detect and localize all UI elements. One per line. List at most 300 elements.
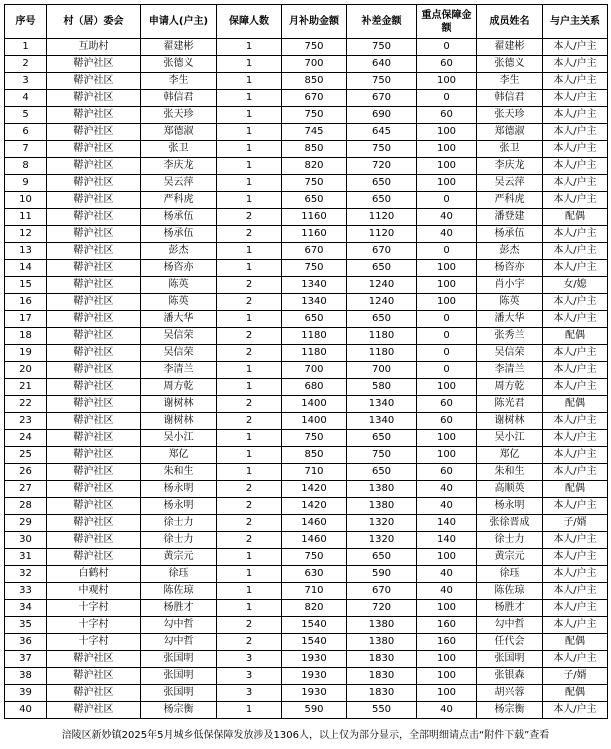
table-row (5, 56, 608, 73)
table-row (5, 498, 608, 515)
cell-monthly-amount: 750 (282, 430, 347, 447)
cell-monthly-amount: 1160 (282, 209, 347, 226)
cell-relation: 配偶 (543, 209, 608, 226)
cell-applicant: 张卫 (141, 141, 217, 158)
cell-village: 鞯沪社区 (47, 464, 141, 481)
cell-applicant: 翟建彬 (141, 39, 217, 56)
cell-applicant: 杨承伍 (141, 209, 217, 226)
header-difference-amount: 补差金额 (347, 5, 417, 39)
cell-key-amount: 40 (417, 702, 477, 719)
cell-applicant: 张国明 (141, 668, 217, 685)
cell-monthly-amount: 820 (282, 600, 347, 617)
cell-village: 鞯沪社区 (47, 481, 141, 498)
cell-member-name: 吴信荣 (477, 345, 543, 362)
cell-key-amount: 100 (417, 141, 477, 158)
cell-member-name: 张天珍 (477, 107, 543, 124)
cell-member-name: 彭杰 (477, 243, 543, 260)
cell-member-name: 陈光君 (477, 396, 543, 413)
cell-difference-amount: 550 (347, 702, 417, 719)
cell-difference-amount: 1380 (347, 498, 417, 515)
cell-applicant: 吴小江 (141, 430, 217, 447)
cell-relation: 本人/户主 (543, 311, 608, 328)
cell-member-name: 勾中哲 (477, 617, 543, 634)
cell-people-count: 2 (217, 226, 282, 243)
cell-people-count: 2 (217, 209, 282, 226)
cell-difference-amount: 1240 (347, 277, 417, 294)
cell-member-name: 张国明 (477, 651, 543, 668)
cell-difference-amount: 690 (347, 107, 417, 124)
cell-monthly-amount: 1540 (282, 617, 347, 634)
table-row (5, 396, 608, 413)
cell-member-name: 郑亿 (477, 447, 543, 464)
cell-applicant: 杨承伍 (141, 226, 217, 243)
cell-people-count: 1 (217, 549, 282, 566)
cell-index: 12 (5, 226, 47, 243)
cell-people-count: 1 (217, 141, 282, 158)
cell-member-name: 徐士力 (477, 532, 543, 549)
cell-difference-amount: 650 (347, 430, 417, 447)
cell-applicant: 杨胜才 (141, 600, 217, 617)
cell-people-count: 1 (217, 56, 282, 73)
header-member-name: 成员姓名 (477, 5, 543, 39)
cell-key-amount: 60 (417, 413, 477, 430)
footnote: 涪陵区新妙镇2025年5月城乡低保保障发放涉及1306人，以上仅为部分显示，全部明细请点击“附件下载”查看 (61, 730, 550, 741)
cell-difference-amount: 650 (347, 175, 417, 192)
cell-monthly-amount: 700 (282, 56, 347, 73)
cell-monthly-amount: 680 (282, 379, 347, 396)
table-row (5, 39, 608, 56)
cell-people-count: 1 (217, 583, 282, 600)
cell-monthly-amount: 1540 (282, 634, 347, 651)
cell-people-count: 1 (217, 379, 282, 396)
cell-monthly-amount: 750 (282, 260, 347, 277)
cell-difference-amount: 670 (347, 243, 417, 260)
cell-monthly-amount: 590 (282, 702, 347, 719)
cell-index: 30 (5, 532, 47, 549)
cell-applicant: 郑亿 (141, 447, 217, 464)
cell-difference-amount: 750 (347, 73, 417, 90)
cell-village: 鞯沪社区 (47, 277, 141, 294)
cell-applicant: 张国明 (141, 685, 217, 702)
header-monthly-amount: 月补助金额 (282, 5, 347, 39)
cell-people-count: 1 (217, 124, 282, 141)
cell-applicant: 黄宗元 (141, 549, 217, 566)
cell-people-count: 1 (217, 158, 282, 175)
cell-member-name: 高顺英 (477, 481, 543, 498)
cell-people-count: 1 (217, 362, 282, 379)
table-row (5, 124, 608, 141)
cell-index: 29 (5, 515, 47, 532)
cell-key-amount: 60 (417, 107, 477, 124)
cell-difference-amount: 650 (347, 192, 417, 209)
table-row (5, 617, 608, 634)
cell-applicant: 李清兰 (141, 362, 217, 379)
table-header (5, 5, 608, 39)
cell-member-name: 严科虎 (477, 192, 543, 209)
header-index: 序号 (5, 5, 47, 39)
cell-member-name: 周方乾 (477, 379, 543, 396)
cell-key-amount: 100 (417, 668, 477, 685)
cell-key-amount: 40 (417, 498, 477, 515)
cell-index: 26 (5, 464, 47, 481)
cell-monthly-amount: 1340 (282, 277, 347, 294)
cell-index: 16 (5, 294, 47, 311)
table-row (5, 294, 608, 311)
cell-people-count: 1 (217, 175, 282, 192)
cell-key-amount: 0 (417, 39, 477, 56)
cell-monthly-amount: 1930 (282, 668, 347, 685)
cell-member-name: 吴云萍 (477, 175, 543, 192)
cell-relation: 本人/户主 (543, 651, 608, 668)
cell-monthly-amount: 1340 (282, 294, 347, 311)
cell-applicant: 杨永明 (141, 481, 217, 498)
cell-relation: 本人/户主 (543, 192, 608, 209)
table-row (5, 158, 608, 175)
cell-key-amount: 140 (417, 532, 477, 549)
table-row (5, 175, 608, 192)
cell-village: 十字村 (47, 617, 141, 634)
table-row (5, 141, 608, 158)
cell-difference-amount: 1180 (347, 345, 417, 362)
table-row (5, 311, 608, 328)
cell-member-name: 陈佐琼 (477, 583, 543, 600)
table-row (5, 685, 608, 702)
cell-member-name: 吴小江 (477, 430, 543, 447)
cell-difference-amount: 650 (347, 464, 417, 481)
cell-people-count: 1 (217, 702, 282, 719)
cell-relation: 本人/户主 (543, 532, 608, 549)
allowance-table (4, 4, 608, 719)
table-body (5, 39, 608, 719)
cell-index: 15 (5, 277, 47, 294)
cell-applicant: 张天珍 (141, 107, 217, 124)
cell-member-name: 黄宗元 (477, 549, 543, 566)
cell-member-name: 杨胜才 (477, 600, 543, 617)
cell-difference-amount: 1380 (347, 481, 417, 498)
cell-difference-amount: 1380 (347, 617, 417, 634)
cell-monthly-amount: 1930 (282, 651, 347, 668)
cell-member-name: 郑德淑 (477, 124, 543, 141)
cell-monthly-amount: 650 (282, 311, 347, 328)
cell-relation: 本人/户主 (543, 549, 608, 566)
cell-index: 21 (5, 379, 47, 396)
cell-village: 十字村 (47, 634, 141, 651)
cell-difference-amount: 670 (347, 90, 417, 107)
cell-village: 鞯沪社区 (47, 192, 141, 209)
cell-village: 鞯沪社区 (47, 243, 141, 260)
cell-difference-amount: 720 (347, 158, 417, 175)
cell-index: 18 (5, 328, 47, 345)
cell-people-count: 2 (217, 617, 282, 634)
cell-people-count: 1 (217, 260, 282, 277)
table-row (5, 668, 608, 685)
cell-monthly-amount: 1420 (282, 498, 347, 515)
cell-index: 24 (5, 430, 47, 447)
cell-village: 鞯沪社区 (47, 549, 141, 566)
cell-village: 鞯沪社区 (47, 260, 141, 277)
cell-applicant: 杨永明 (141, 498, 217, 515)
cell-applicant: 徐士力 (141, 515, 217, 532)
cell-index: 28 (5, 498, 47, 515)
cell-member-name: 李生 (477, 73, 543, 90)
table-row (5, 345, 608, 362)
table-row (5, 600, 608, 617)
cell-village: 鞯沪社区 (47, 379, 141, 396)
cell-applicant: 郑德淑 (141, 124, 217, 141)
cell-key-amount: 100 (417, 175, 477, 192)
table-row (5, 90, 608, 107)
cell-relation: 本人/户主 (543, 90, 608, 107)
cell-people-count: 1 (217, 566, 282, 583)
cell-village: 鞯沪社区 (47, 311, 141, 328)
cell-relation: 本人/户主 (543, 600, 608, 617)
sheet (4, 4, 608, 719)
cell-people-count: 1 (217, 430, 282, 447)
cell-monthly-amount: 1180 (282, 328, 347, 345)
cell-people-count: 2 (217, 277, 282, 294)
cell-key-amount: 100 (417, 277, 477, 294)
cell-difference-amount: 670 (347, 583, 417, 600)
cell-village: 鞯沪社区 (47, 175, 141, 192)
cell-index: 8 (5, 158, 47, 175)
cell-index: 20 (5, 362, 47, 379)
cell-monthly-amount: 1400 (282, 396, 347, 413)
header-village: 村（居）委会 (47, 5, 141, 39)
table-row (5, 243, 608, 260)
table-row (5, 481, 608, 498)
cell-relation: 配偶 (543, 328, 608, 345)
cell-monthly-amount: 1400 (282, 413, 347, 430)
cell-key-amount: 40 (417, 583, 477, 600)
cell-applicant: 徐士力 (141, 532, 217, 549)
cell-member-name: 任代会 (477, 634, 543, 651)
cell-index: 31 (5, 549, 47, 566)
cell-key-amount: 100 (417, 124, 477, 141)
cell-monthly-amount: 1180 (282, 345, 347, 362)
cell-difference-amount: 1320 (347, 532, 417, 549)
cell-difference-amount: 700 (347, 362, 417, 379)
cell-people-count: 1 (217, 311, 282, 328)
cell-key-amount: 100 (417, 73, 477, 90)
cell-key-amount: 40 (417, 209, 477, 226)
table-row (5, 362, 608, 379)
cell-index: 34 (5, 600, 47, 617)
cell-member-name: 胡兴蓉 (477, 685, 543, 702)
cell-people-count: 2 (217, 515, 282, 532)
cell-relation: 本人/户主 (543, 583, 608, 600)
cell-monthly-amount: 850 (282, 73, 347, 90)
cell-index: 27 (5, 481, 47, 498)
table-row (5, 634, 608, 651)
cell-index: 23 (5, 413, 47, 430)
cell-applicant: 吴信荣 (141, 345, 217, 362)
cell-village: 鞯沪社区 (47, 702, 141, 719)
cell-member-name: 杨咨亦 (477, 260, 543, 277)
cell-applicant: 勾中哲 (141, 617, 217, 634)
cell-difference-amount: 1830 (347, 668, 417, 685)
cell-member-name: 谢树林 (477, 413, 543, 430)
cell-monthly-amount: 1460 (282, 532, 347, 549)
cell-village: 鞯沪社区 (47, 396, 141, 413)
cell-monthly-amount: 710 (282, 583, 347, 600)
cell-index: 33 (5, 583, 47, 600)
cell-village: 鞯沪社区 (47, 362, 141, 379)
cell-village: 鞯沪社区 (47, 209, 141, 226)
header-key-amount: 重点保障金额 (417, 5, 477, 39)
header-relation: 与户主关系 (543, 5, 608, 39)
table-row (5, 379, 608, 396)
cell-index: 36 (5, 634, 47, 651)
cell-difference-amount: 1120 (347, 209, 417, 226)
cell-difference-amount: 1180 (347, 328, 417, 345)
cell-monthly-amount: 820 (282, 158, 347, 175)
cell-people-count: 1 (217, 464, 282, 481)
cell-people-count: 1 (217, 90, 282, 107)
cell-village: 鞯沪社区 (47, 651, 141, 668)
cell-key-amount: 140 (417, 515, 477, 532)
cell-village: 鞯沪社区 (47, 413, 141, 430)
header-people-count: 保障人数 (217, 5, 282, 39)
cell-difference-amount: 1120 (347, 226, 417, 243)
cell-member-name: 潘登建 (477, 209, 543, 226)
cell-village: 鞯沪社区 (47, 328, 141, 345)
cell-applicant: 陈英 (141, 277, 217, 294)
table-row (5, 430, 608, 447)
cell-monthly-amount: 745 (282, 124, 347, 141)
table-row (5, 532, 608, 549)
cell-relation: 本人/户主 (543, 430, 608, 447)
cell-key-amount: 100 (417, 447, 477, 464)
cell-monthly-amount: 670 (282, 90, 347, 107)
cell-index: 1 (5, 39, 47, 56)
header-applicant: 申请人(户主) (141, 5, 217, 39)
cell-village: 鞯沪社区 (47, 345, 141, 362)
cell-relation: 本人/户主 (543, 345, 608, 362)
cell-key-amount: 0 (417, 311, 477, 328)
cell-member-name: 韩信君 (477, 90, 543, 107)
cell-index: 38 (5, 668, 47, 685)
cell-village: 鞯沪社区 (47, 668, 141, 685)
cell-difference-amount: 580 (347, 379, 417, 396)
cell-monthly-amount: 670 (282, 243, 347, 260)
cell-applicant: 李庆龙 (141, 158, 217, 175)
cell-people-count: 2 (217, 413, 282, 430)
cell-key-amount: 60 (417, 464, 477, 481)
cell-difference-amount: 645 (347, 124, 417, 141)
cell-village: 鞯沪社区 (47, 124, 141, 141)
cell-index: 5 (5, 107, 47, 124)
cell-relation: 本人/户主 (543, 124, 608, 141)
cell-index: 19 (5, 345, 47, 362)
cell-relation: 本人/户主 (543, 226, 608, 243)
cell-people-count: 1 (217, 39, 282, 56)
cell-monthly-amount: 1460 (282, 515, 347, 532)
cell-index: 4 (5, 90, 47, 107)
cell-relation: 配偶 (543, 685, 608, 702)
cell-people-count: 1 (217, 192, 282, 209)
cell-monthly-amount: 750 (282, 39, 347, 56)
cell-difference-amount: 640 (347, 56, 417, 73)
cell-index: 32 (5, 566, 47, 583)
cell-applicant: 彭杰 (141, 243, 217, 260)
cell-people-count: 1 (217, 243, 282, 260)
cell-key-amount: 60 (417, 56, 477, 73)
cell-index: 40 (5, 702, 47, 719)
cell-applicant: 谢树林 (141, 396, 217, 413)
cell-index: 9 (5, 175, 47, 192)
cell-difference-amount: 750 (347, 141, 417, 158)
cell-relation: 本人/户主 (543, 141, 608, 158)
cell-difference-amount: 1340 (347, 413, 417, 430)
table-row (5, 549, 608, 566)
cell-difference-amount: 750 (347, 447, 417, 464)
cell-relation: 子/婿 (543, 515, 608, 532)
cell-member-name: 张卫 (477, 141, 543, 158)
cell-people-count: 2 (217, 481, 282, 498)
cell-village: 互助村 (47, 39, 141, 56)
cell-difference-amount: 1340 (347, 396, 417, 413)
cell-village: 鞯沪社区 (47, 515, 141, 532)
cell-member-name: 张德义 (477, 56, 543, 73)
cell-relation: 配偶 (543, 634, 608, 651)
table-row (5, 209, 608, 226)
table-row (5, 447, 608, 464)
cell-people-count: 2 (217, 328, 282, 345)
cell-key-amount: 40 (417, 226, 477, 243)
cell-applicant: 陈佐琼 (141, 583, 217, 600)
cell-key-amount: 0 (417, 243, 477, 260)
cell-people-count: 2 (217, 634, 282, 651)
cell-key-amount: 0 (417, 345, 477, 362)
cell-member-name: 张秀兰 (477, 328, 543, 345)
cell-difference-amount: 1830 (347, 651, 417, 668)
cell-relation: 本人/户主 (543, 107, 608, 124)
cell-index: 35 (5, 617, 47, 634)
cell-member-name: 陈英 (477, 294, 543, 311)
table-row (5, 328, 608, 345)
cell-key-amount: 40 (417, 481, 477, 498)
cell-applicant: 杨咨亦 (141, 260, 217, 277)
cell-key-amount: 100 (417, 158, 477, 175)
cell-people-count: 2 (217, 532, 282, 549)
cell-monthly-amount: 850 (282, 141, 347, 158)
cell-relation: 本人/户主 (543, 379, 608, 396)
table-row (5, 107, 608, 124)
cell-key-amount: 40 (417, 566, 477, 583)
cell-village: 鞯沪社区 (47, 107, 141, 124)
cell-index: 10 (5, 192, 47, 209)
cell-village: 鞯沪社区 (47, 56, 141, 73)
table-row (5, 413, 608, 430)
cell-key-amount: 100 (417, 294, 477, 311)
cell-village: 鞯沪社区 (47, 294, 141, 311)
cell-index: 3 (5, 73, 47, 90)
cell-relation: 本人/户主 (543, 447, 608, 464)
cell-member-name: 张徐晋成 (477, 515, 543, 532)
table-row (5, 260, 608, 277)
cell-village: 中观村 (47, 583, 141, 600)
cell-key-amount: 0 (417, 328, 477, 345)
cell-applicant: 张德义 (141, 56, 217, 73)
table-row (5, 226, 608, 243)
cell-difference-amount: 1380 (347, 634, 417, 651)
table-row (5, 73, 608, 90)
cell-monthly-amount: 630 (282, 566, 347, 583)
table-row (5, 702, 608, 719)
cell-relation: 本人/户主 (543, 175, 608, 192)
cell-applicant: 严科虎 (141, 192, 217, 209)
cell-people-count: 1 (217, 447, 282, 464)
